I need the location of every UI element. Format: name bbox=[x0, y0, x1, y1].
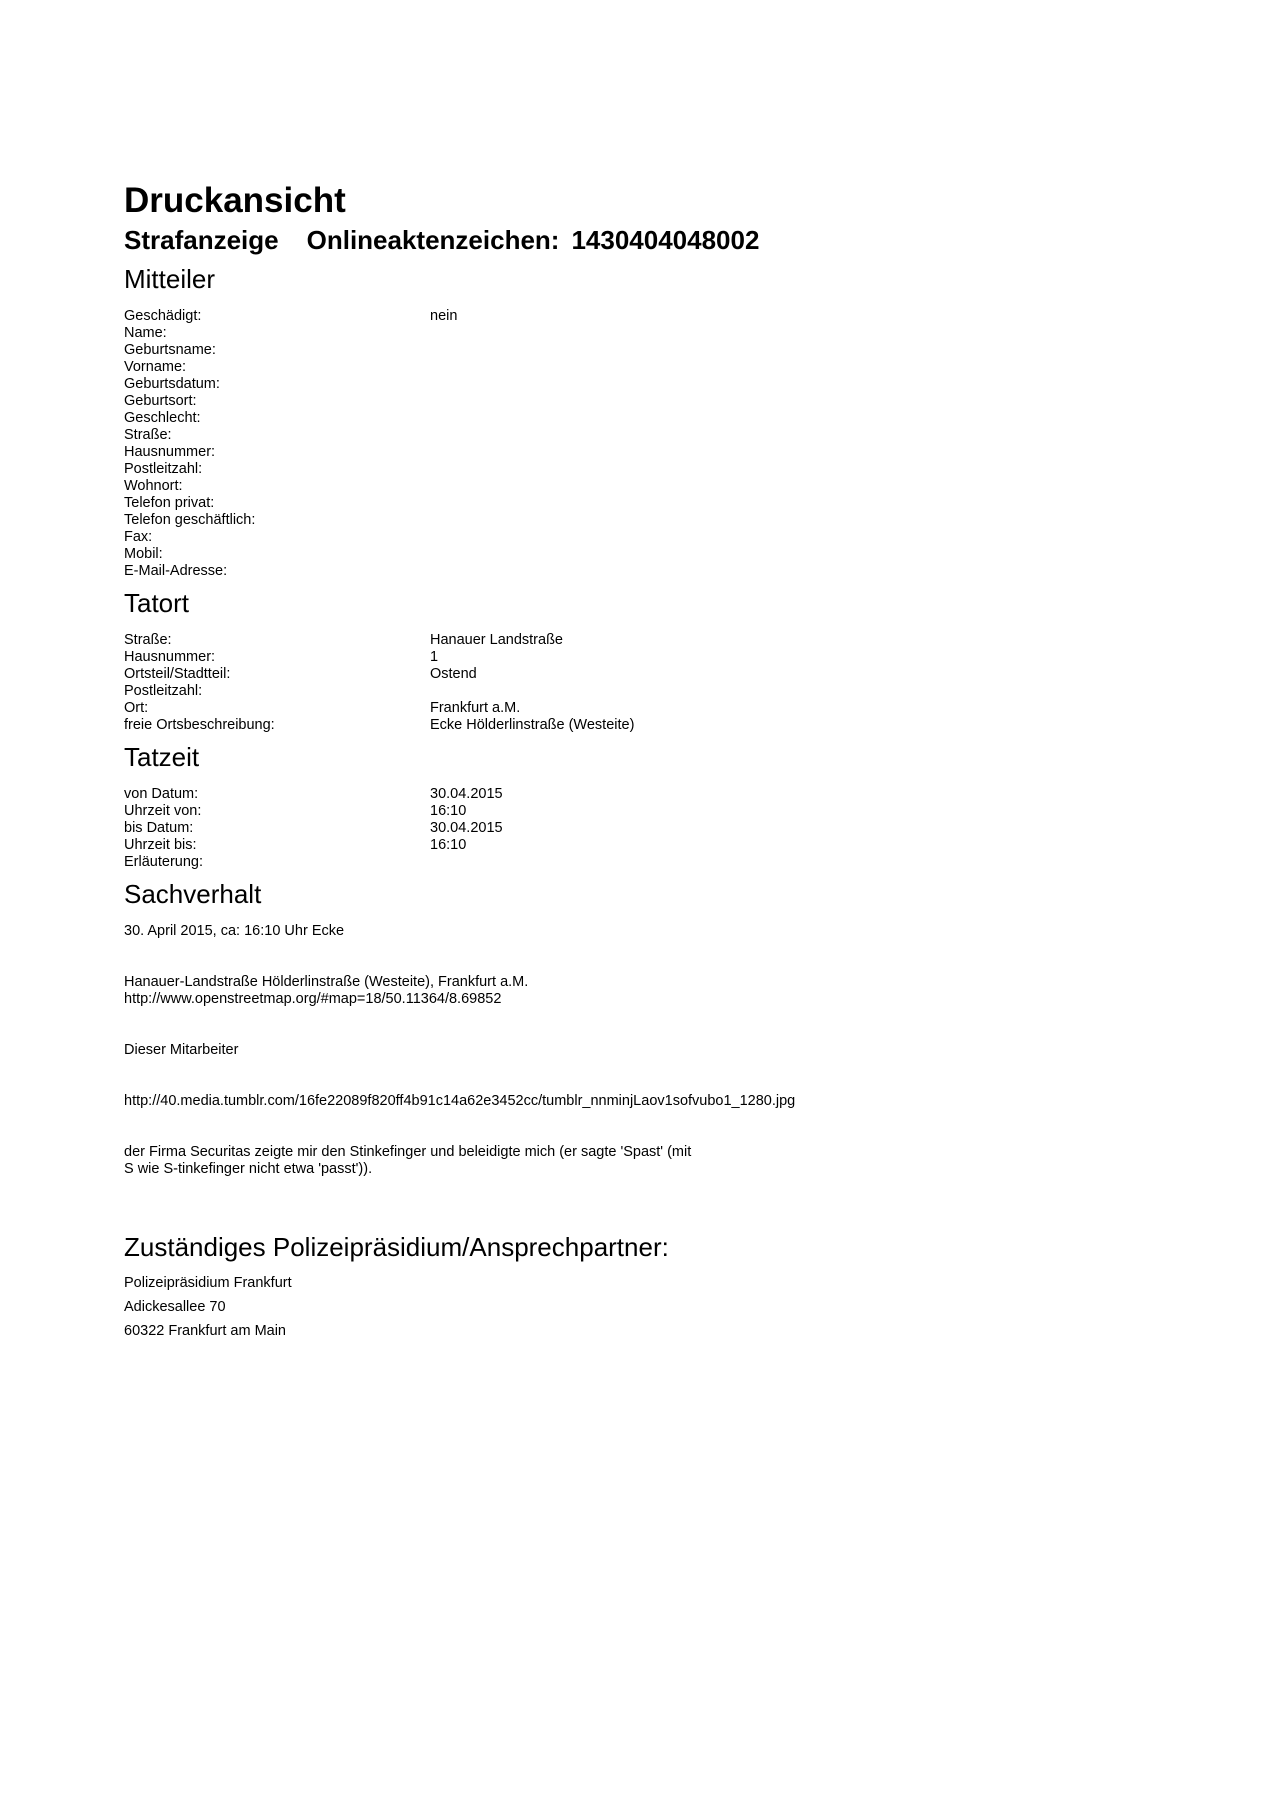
field-row bbox=[124, 717, 1204, 734]
field-row bbox=[124, 410, 1204, 427]
field-row bbox=[124, 308, 1204, 325]
address-line: Polizeipräsidium Frankfurt bbox=[124, 1275, 292, 1291]
field-label: Name: bbox=[124, 325, 167, 341]
field-value: Ostend bbox=[430, 666, 477, 682]
field-row bbox=[124, 666, 1204, 683]
field-label: Geburtsname: bbox=[124, 342, 216, 358]
field-list bbox=[124, 632, 1204, 734]
field-list bbox=[124, 786, 1204, 871]
field-label: Telefon geschäftlich: bbox=[124, 512, 256, 528]
field-row bbox=[124, 342, 1204, 359]
field-label: Mobil: bbox=[124, 546, 163, 562]
field-row bbox=[124, 803, 1204, 820]
field-row bbox=[124, 700, 1204, 717]
field-label: Straße: bbox=[124, 632, 172, 648]
field-label: Postleitzahl: bbox=[124, 461, 203, 477]
field-row bbox=[124, 786, 1204, 803]
field-label: Uhrzeit von: bbox=[124, 803, 202, 819]
field-value: 16:10 bbox=[430, 837, 467, 853]
field-label: Geschlecht: bbox=[124, 410, 201, 426]
field-label: Telefon privat: bbox=[124, 495, 215, 511]
field-row bbox=[124, 529, 1204, 546]
field-label: Straße: bbox=[124, 427, 172, 443]
field-label: Hausnummer: bbox=[124, 444, 216, 460]
facts-paragraph: 30. April 2015, ca: 16:10 Uhr Ecke bbox=[124, 923, 345, 939]
field-label: Erläuterung: bbox=[124, 854, 203, 870]
section-sachverhalt bbox=[124, 877, 1204, 1178]
field-row bbox=[124, 649, 1204, 666]
police-address bbox=[124, 1271, 1204, 1343]
online-file-number-label: Onlineaktenzeichen: bbox=[306, 225, 560, 255]
facts-paragraph: Dieser Mitarbeiter bbox=[124, 1042, 239, 1058]
field-row bbox=[124, 563, 1204, 580]
field-label: von Datum: bbox=[124, 786, 199, 802]
section-mitteiler bbox=[124, 262, 1204, 580]
address-line: Adickesallee 70 bbox=[124, 1299, 226, 1315]
report-subtitle bbox=[124, 224, 1204, 256]
field-row bbox=[124, 837, 1204, 854]
section-tatzeit bbox=[124, 740, 1204, 871]
field-label: Ort: bbox=[124, 700, 149, 716]
section-contact bbox=[124, 1230, 1204, 1343]
field-label: Geschädigt: bbox=[124, 308, 202, 324]
field-row bbox=[124, 393, 1204, 410]
field-row bbox=[124, 478, 1204, 495]
field-label: Hausnummer: bbox=[124, 649, 216, 665]
facts-paragraph: http://40.media.tumblr.com/16fe22089f820ff4b91c14a62e3452cc/tumblr_nnminjLaov1sofvubo1_1280.jpg bbox=[124, 1093, 796, 1109]
field-label: Geburtsdatum: bbox=[124, 376, 220, 392]
field-row bbox=[124, 325, 1204, 342]
section-tatort bbox=[124, 586, 1204, 734]
field-label: Vorname: bbox=[124, 359, 187, 375]
field-label: Wohnort: bbox=[124, 478, 183, 494]
field-row bbox=[124, 444, 1204, 461]
facts-text bbox=[124, 923, 1204, 1178]
section-heading: Tatzeit bbox=[124, 742, 200, 772]
field-value: nein bbox=[430, 308, 458, 324]
field-row bbox=[124, 427, 1204, 444]
section-heading: Zuständiges Polizeipräsidium/Ansprechpartner: bbox=[124, 1232, 669, 1262]
field-row bbox=[124, 359, 1204, 376]
field-label: bis Datum: bbox=[124, 820, 194, 836]
field-row bbox=[124, 512, 1204, 529]
field-row bbox=[124, 546, 1204, 563]
field-label: Fax: bbox=[124, 529, 153, 545]
section-heading: Sachverhalt bbox=[124, 879, 262, 909]
field-row bbox=[124, 461, 1204, 478]
facts-paragraph: Hanauer-Landstraße Hölderlinstraße (Westeite), Frankfurt a.M. http://www.openstreetmap.org/#map=18/50.11364/8.69852 bbox=[124, 974, 529, 1007]
field-row bbox=[124, 820, 1204, 837]
field-label: Ortsteil/Stadtteil: bbox=[124, 666, 231, 682]
field-label: Geburtsort: bbox=[124, 393, 197, 409]
field-value: 30.04.2015 bbox=[430, 820, 503, 836]
field-row bbox=[124, 683, 1204, 700]
field-label: Uhrzeit bis: bbox=[124, 837, 197, 853]
report-type: Strafanzeige bbox=[124, 225, 279, 255]
field-label: E-Mail-Adresse: bbox=[124, 563, 228, 579]
address-line: 60322 Frankfurt am Main bbox=[124, 1323, 286, 1339]
field-value: 1 bbox=[430, 649, 439, 665]
field-value: Ecke Hölderlinstraße (Westeite) bbox=[430, 717, 635, 733]
section-heading: Tatort bbox=[124, 588, 190, 618]
print-view-document bbox=[124, 178, 1204, 1343]
field-list bbox=[124, 308, 1204, 580]
field-value: Frankfurt a.M. bbox=[430, 700, 521, 716]
field-value: 16:10 bbox=[430, 803, 467, 819]
field-value: Hanauer Landstraße bbox=[430, 632, 563, 648]
field-row bbox=[124, 632, 1204, 649]
field-row bbox=[124, 495, 1204, 512]
document-title: Druckansicht bbox=[124, 181, 346, 220]
field-row bbox=[124, 376, 1204, 393]
online-file-number: 1430404048002 bbox=[571, 225, 760, 255]
field-label: freie Ortsbeschreibung: bbox=[124, 717, 275, 733]
field-row bbox=[124, 854, 1204, 871]
section-heading: Mitteiler bbox=[124, 264, 216, 294]
field-label: Postleitzahl: bbox=[124, 683, 203, 699]
facts-paragraph: der Firma Securitas zeigte mir den Stinkefinger und beleidigte mich (er sagte 'Spast' (mit S wie S-tinkefinger nicht etwa 'passt')). bbox=[124, 1144, 692, 1177]
field-value: 30.04.2015 bbox=[430, 786, 503, 802]
